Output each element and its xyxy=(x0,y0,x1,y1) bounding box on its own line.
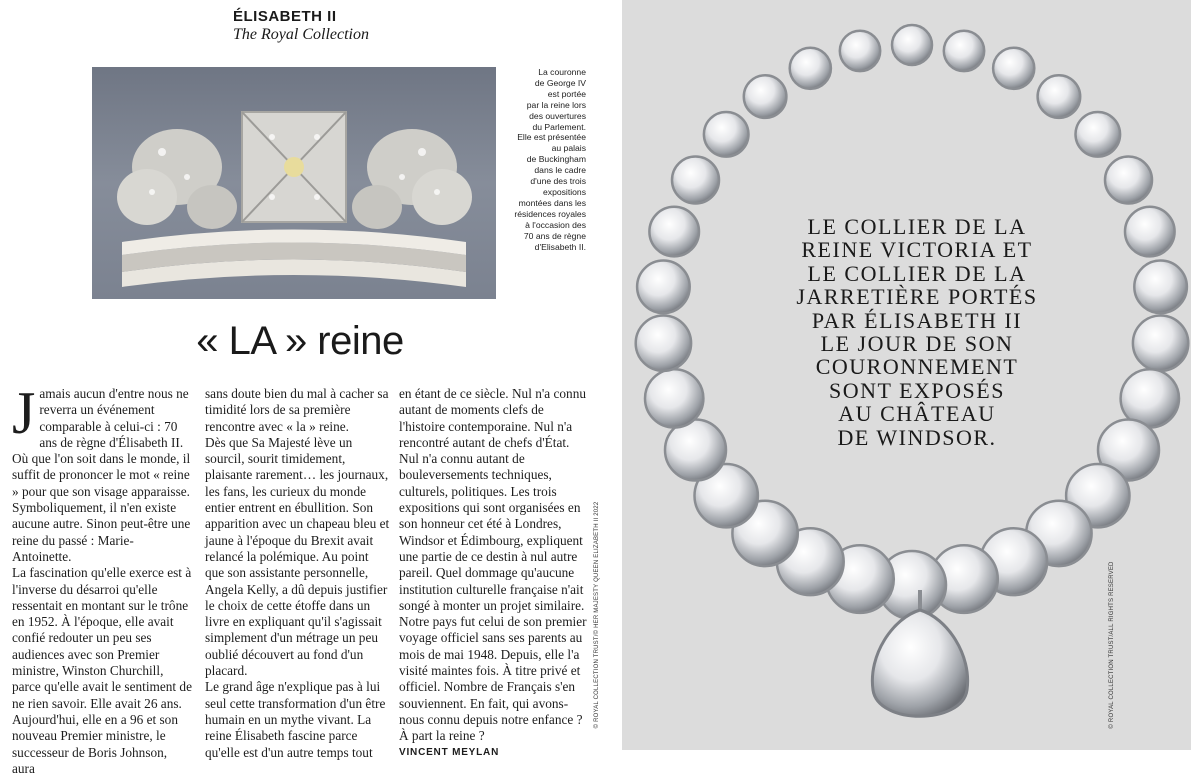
caption-line: est portée xyxy=(547,88,586,99)
credit-text: © ROYAL COLLECTION TRUST/ALL RIGHTS RESERVED xyxy=(1109,561,1115,729)
author-signature: VINCENT MEYLAN xyxy=(399,746,500,758)
caption-line: montées dans les xyxy=(518,197,586,208)
article-paragraph: Le grand âge n'explique pas à lui seul cette transformation d'un être humain en un mythe vivant. La reine Élisabeth fascine parce qu'elle est d'un autre temps tout xyxy=(205,679,386,760)
photo-caption xyxy=(506,67,586,252)
caption-line: La couronne xyxy=(538,67,586,77)
necklace-diamond xyxy=(649,207,699,257)
necklace-diamond xyxy=(1125,207,1175,257)
drop-cap: J xyxy=(12,380,36,446)
crown-left-leaf xyxy=(187,185,237,229)
article-text: amais aucun d'entre nous ne reverra un événement comparable à celui-ci : 70 ans de règne d'Élisabeth II. Où que l'on soit dans le monde, il suffit de prononcer le mot « reine » pour que son visage apparaisse. Symboliquement, il n'en existe aucune autre. Sinon peut-être une reine du passé : Marie-Antoinette. xyxy=(12,386,191,564)
crown-left-flower xyxy=(117,169,177,225)
caption-line: par la reine lors xyxy=(526,99,586,110)
crown-yellow-diamond xyxy=(284,157,304,177)
pull-quote-line: PAR ÉLISABETH II xyxy=(811,307,1023,333)
necklace-diamond xyxy=(637,261,690,314)
credit-text: © ROYAL COLLECTION TRUST/© HER MAJESTY QUEEN ELIZABETH II 2022 xyxy=(594,501,600,729)
pull-quote-line: SONT EXPOSÉS xyxy=(829,377,1005,403)
caption-line: de George IV xyxy=(534,77,586,88)
caption-line: Elle est présentée xyxy=(517,132,586,143)
caption-line: d'une des trois xyxy=(530,176,586,187)
article-paragraph: en étant de ce siècle. Nul n'a connu autant de moments clefs de l'histoire contemporaine. Nul n'a rencontré autant de chefs d'État. Nul n'a connu autant de bouleversements techniques, culturels, politiques. Les trois expositions qui sont organisées en son honneur cet été à Londres, Windsor et Édimbourg, expliquent une partie de ce destin à nul autre pareil. Quel dommage qu'aucune institution culturelle française n'ait songé à monter un projet similaire. Notre pays fut celui de son premier voyage officiel sans ses parents au mois de mai 1948. Depuis, elle l'a visité maintes fois. À titre privé et officiel. Nombre de Français s'en souviennent. En fait, qui avons-nous connu depuis notre enfance ? À part la reine ? xyxy=(399,386,587,744)
necklace-diamond xyxy=(1134,261,1187,314)
pull-quote-line: LE COLLIER DE LA xyxy=(807,260,1027,286)
right-page xyxy=(622,0,1191,750)
necklace-diamond xyxy=(790,48,831,89)
necklace-diamond xyxy=(892,25,932,65)
pull-quote-line: AU CHÂTEAU xyxy=(838,401,996,427)
necklace-diamond xyxy=(744,75,787,118)
photo-credit-left xyxy=(592,500,602,730)
caption-line: résidences royales xyxy=(514,208,586,219)
article-column-1 xyxy=(12,380,192,777)
caption-line: d'Elisabeth II. xyxy=(534,241,586,252)
caption-line: dans le cadre xyxy=(534,165,586,176)
crown-right-leaf xyxy=(352,185,402,229)
article-paragraph: La fascination qu'elle exerce est à l'inverse du désarroi qu'elle ressentait en montant sur le trône en 1952. À l'époque, elle avait confié redouter un peu ses audiences avec son Premier ministre, Winston Churchill, parce qu'elle avait le sentiment de ne rien savoir. Elle avait 26 ans. Aujourd'hui, elle en a 96 et son nouveau Premier ministre, le successeur de Boris Johnson, aura xyxy=(12,565,192,776)
necklace-diamond xyxy=(1038,75,1081,118)
pendant-drop-diamond xyxy=(872,610,967,716)
article-column-3 xyxy=(399,386,589,761)
pull-quote-line: DE WINDSOR. xyxy=(837,424,997,450)
caption-line: des ouvertures xyxy=(529,110,586,121)
necklace-diamond xyxy=(1076,112,1121,157)
necklace-diamond xyxy=(672,157,719,204)
crown-photo xyxy=(92,67,496,299)
rubric-subtitle: The Royal Collection xyxy=(233,26,369,43)
pull-quote-line: REINE VICTORIA ET xyxy=(801,237,1033,263)
pull-quote-line: JARRETIÈRE PORTÉS xyxy=(796,284,1038,310)
necklace-diamond xyxy=(1133,316,1188,371)
article-paragraph: Dès que Sa Majesté lève un sourcil, sourit timidement, plaisante rarement… les journaux, les fans, les curieux du monde entier entrent en ébullition. Son apparition avec un chapeau bleu et jaune à l'époque du Brexit avait relancé la polémique. Au point que son assistante personnelle, Angela Kelly, a dû depuis justifier le choix de cette étoffe dans un livre en expliquant qu'il s'agissait simplement d'un métrage un peu oublié découvert au fond d'un placard. xyxy=(205,434,390,679)
article-paragraph: sans doute bien du mal à cacher sa timidité lors de sa première rencontre avec « la » reine. xyxy=(205,386,389,434)
necklace-diamond xyxy=(704,112,749,157)
necklace-diamond xyxy=(840,31,880,71)
article-column-2 xyxy=(205,386,390,761)
caption-line: de Buckingham xyxy=(526,154,586,165)
necklace-diamond xyxy=(1105,157,1152,204)
pull-quote xyxy=(792,215,1042,449)
article-paragraph xyxy=(12,380,192,565)
caption-line: expositions xyxy=(543,186,586,197)
pull-quote-line: LE COLLIER DE LA xyxy=(807,214,1027,239)
rubric-title: ÉLISABETH II xyxy=(233,8,337,25)
article-headline: « LA » reine xyxy=(196,319,404,363)
necklace-diamond xyxy=(944,31,984,71)
necklace-diamond xyxy=(993,48,1034,89)
pull-quote-line: COURONNEMENT xyxy=(815,354,1019,380)
caption-line: à l'occasion des xyxy=(525,219,586,230)
caption-line: du Parlement. xyxy=(532,121,586,132)
photo-credit-right xyxy=(1106,560,1118,730)
section-rubric xyxy=(233,8,413,44)
caption-line: au palais xyxy=(551,143,586,154)
crown-illustration xyxy=(92,67,496,299)
crown-right-flower xyxy=(412,169,472,225)
pull-quote-line: LE JOUR DE SON xyxy=(820,331,1014,357)
necklace-diamond xyxy=(645,369,703,427)
necklace-diamond xyxy=(636,316,691,371)
caption-line: 70 ans de règne xyxy=(523,230,586,241)
